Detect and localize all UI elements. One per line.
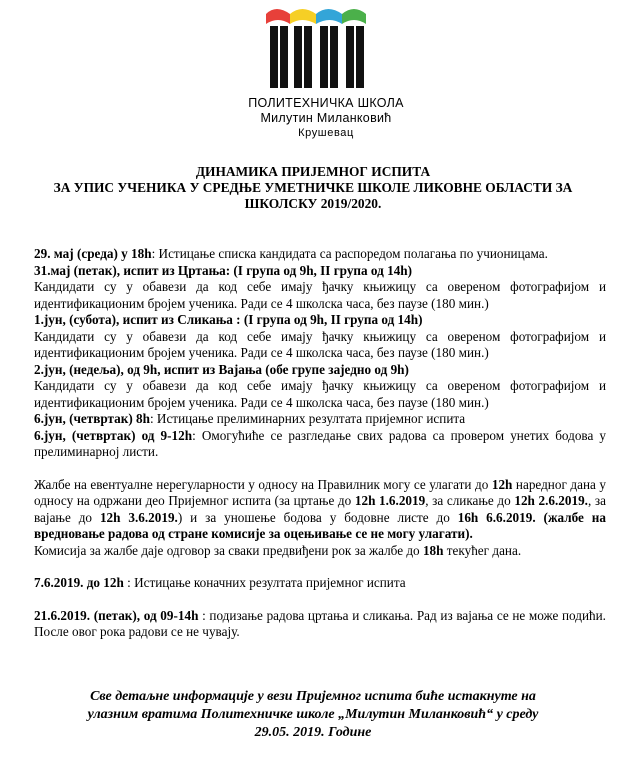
final-results: 7.6.2019. до 12h : Истицање коначних резултата пријемног испита <box>34 575 406 590</box>
closing-line1: Све детаљне информације у вези Пријемног испита биће истакнуте на <box>90 689 536 704</box>
school-name-line1: ПОЛИТЕХНИЧКА ШКОЛА <box>248 96 404 110</box>
closing-line3: 29.05. 2019. Године <box>254 725 372 740</box>
document-title <box>18 164 608 212</box>
closing-note <box>30 688 596 742</box>
schedule-body <box>34 246 606 641</box>
complaints-commission: Комисија за жалбе даје одговор за сваки предвиђени рок за жалбе до 18h текућег дана. <box>34 542 522 558</box>
school-name-line2: Милутин Миланковић <box>260 111 392 125</box>
schedule-item: 2.јун, (недеља), од 9h, испит из Вајања (обе групе заједно од 9h) <box>34 361 409 377</box>
schedule-item: 1.јун, (субота), испит из Сликања : (I група од 9h, II група од 14h) <box>34 312 423 327</box>
schedule-item: 6.јун, (четвртак) од 9-12h: Омогућиће се разгледање свих радова са провером унетих бодова у прелиминарној листи. <box>34 427 607 459</box>
schedule-item: Кандидати су у обавези да код себе имају ђачку књижицу са овереном фотографијом и идентификационим бројем ученика. Ради се 4 школска часа, без паузе (180 мин.) <box>34 378 606 410</box>
schedule-item: 29. мај (среда) у 18h: Истицање списка кандидата са распоредом полагања по учионицама. <box>34 246 548 261</box>
school-city: Крушевац <box>298 127 354 139</box>
closing-line2: улазним вратима Политехничке школе „Милутин Миланковић“ у среду <box>87 707 539 722</box>
title-line2: ЗА УПИС УЧЕНИКА У СРЕДЊЕ УМЕТНИЧКЕ ШКОЛЕ ЛИКОВНЕ ОБЛАСТИ ЗА <box>53 180 573 195</box>
complaints-paragraph: Жалбе на евентуалне нерегуларности у односу на Правилник могу се улагати до 12h наредног дана у односу на одржани део Пријемног испита (за цртање до 12h 1.6.2019, за сликање до 12h 2.6.2019., за вајање до 12h 3.6.2019.) и за уношење бодова у бодовне листе до 16h 6.6.2019. (жалбе на вредновање радова од стране комисије за оцењивање се не могу улагати). <box>34 476 606 541</box>
books-logo-icon <box>264 4 368 94</box>
title-line1: ДИНАМИКА ПРИЈЕМНОГ ИСПИТА <box>195 164 431 179</box>
works-pickup: 21.6.2019. (петак), од 09-14h : подизање радова цртања и сликања. Рад из вајања се не може подићи. После овог рока радови се не чувају. <box>34 607 606 639</box>
schedule-item: Кандидати су у обавези да код себе имају ђачку књижицу са овереном фотографијом и идентификационим бројем ученика. Ради се 4 школска часа, без паузе (180 мин.) <box>34 279 606 311</box>
school-logo <box>0 0 626 150</box>
title-line3: ШКОЛСКУ 2019/2020. <box>244 196 382 211</box>
schedule-item: 31.мај (петак), испит из Цртања: (I група од 9h, II група од 14h) <box>34 262 413 278</box>
schedule-item: Кандидати су у обавези да код себе имају ђачку књижицу са овереном фотографијом и идентификационим бројем ученика. Ради се 4 школска часа, без паузе (180 мин.) <box>34 328 606 360</box>
schedule-item: 6.јун, (четвртак) 8h: Истицање прелиминарних резултата пријемног испита <box>34 411 466 426</box>
